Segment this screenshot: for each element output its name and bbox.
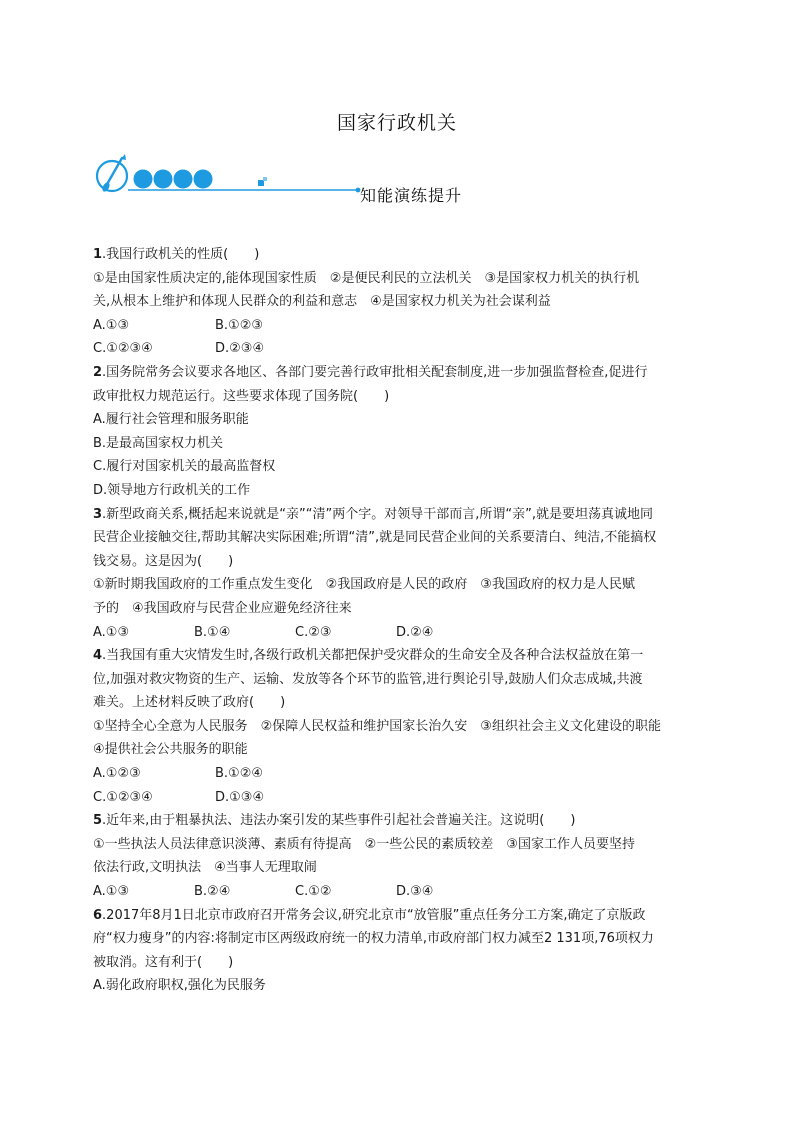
option-d[interactable]: D.①③④ xyxy=(215,789,265,805)
question-text-line: 民营企业接触交往,帮助其解决实际困难;所谓“清”,就是同民营企业间的关系要清白、纯洁,不能搞权 xyxy=(93,530,657,546)
question-5 xyxy=(93,809,693,903)
option-a[interactable]: A.①②③ xyxy=(93,766,141,782)
question-number: 6 xyxy=(93,907,103,923)
options-row xyxy=(93,762,693,786)
question-1 xyxy=(93,243,693,361)
question-text-line: ①新时期我国政府的工作重点发生变化 ②我国政府是人民的政府 ③我国政府的权力是人民赋 xyxy=(93,577,635,593)
question-text-line: ①坚持全心全意为人民服务 ②保障人民权益和维护国家长治久安 ③组织社会主义文化建设的职能 xyxy=(93,718,661,734)
options-row xyxy=(93,314,693,338)
option-a[interactable]: A.①③ xyxy=(93,884,130,900)
question-number: 5 xyxy=(93,813,103,829)
options-row xyxy=(93,621,693,645)
brush-icon xyxy=(97,154,127,193)
option-c[interactable]: C.①②③④ xyxy=(93,341,153,357)
option-d[interactable]: D.领导地方行政机关的工作 xyxy=(93,482,251,498)
option-b[interactable]: B.①②③ xyxy=(215,317,264,333)
question-text-line: 被取消。这有利于( ) xyxy=(93,954,234,970)
option-a[interactable]: A.弱化政府职权,强化为民服务 xyxy=(93,978,266,994)
question-text-line: ①是由国家性质决定的,能体现国家性质 ②是便民利民的立法机关 ③是国家权力机关的执行机 xyxy=(93,270,640,286)
options-row xyxy=(93,786,693,810)
section-label: 知能演练提升 xyxy=(360,186,463,205)
question-stem: .当我国有重大灾情发生时,各级行政机关都把保护受灾群众的生命安全及各种合法权益放在第一 xyxy=(102,648,644,664)
question-text-line: 钱交易。这是因为( ) xyxy=(93,553,234,569)
question-3 xyxy=(93,503,693,645)
page-title: 国家行政机关 xyxy=(336,112,457,134)
option-d[interactable]: D.②③④ xyxy=(215,341,265,357)
question-number: 1 xyxy=(93,247,103,262)
option-b[interactable]: B.①②④ xyxy=(215,766,264,782)
option-a[interactable]: A.①③ xyxy=(93,624,130,640)
option-d[interactable]: D.②④ xyxy=(396,624,434,640)
question-text-line: ①一些执法人员法律意识淡薄、素质有待提高 ②一些公民的素质较差 ③国家工作人员要坚持 xyxy=(93,836,635,852)
question-stem: .新型政商关系,概括起来说就是“亲”“清”两个字。对领导干部而言,所谓“亲”,就是要坦荡真诚地同 xyxy=(102,506,653,522)
question-number: 4 xyxy=(93,648,103,664)
question-2 xyxy=(93,361,693,503)
question-number: 2 xyxy=(93,364,103,380)
options-row xyxy=(93,337,693,361)
question-4 xyxy=(93,644,693,809)
question-text-line: 关,从根本上维护和体现人民群众的利益和意志 ④是国家权力机关为社会谋利益 xyxy=(93,294,551,310)
question-text-line: 予的 ④我国政府与民营企业应避免经济往来 xyxy=(93,600,352,616)
option-b[interactable]: B.②④ xyxy=(194,884,231,900)
question-text-line: ④提供社会公共服务的职能 xyxy=(93,742,248,758)
question-stem: .国务院常务会议要求各地区、各部门要完善行政审批相关配套制度,进一步加强监督检查,促进行 xyxy=(102,364,648,380)
question-stem: .我国行政机关的性质( ) xyxy=(102,247,260,262)
option-a[interactable]: A.履行社会管理和服务职能 xyxy=(93,412,249,428)
option-c[interactable]: C.②③ xyxy=(295,624,332,640)
question-number: 3 xyxy=(93,506,103,522)
decorative-dots xyxy=(134,170,213,189)
question-text-line: 位,加强对救灾物资的生产、运输、发放等各个环节的监管,进行舆论引导,鼓励人们众志成城,共渡 xyxy=(93,671,643,687)
option-b[interactable]: B.是最高国家权力机关 xyxy=(93,435,224,451)
question-text-line: 府“权力瘦身”的内容:将制定市区两级政府统一的权力清单,市政府部门权力减至2 131项,76项权力 xyxy=(93,931,654,947)
options-row xyxy=(93,880,693,904)
option-b[interactable]: B.①④ xyxy=(194,624,231,640)
question-text-line: 依法行政,文明执法 ④当事人无理取闹 xyxy=(93,860,317,876)
question-stem: .2017年8月1日北京市政府召开常务会议,研究北京市“放管服”重点任务分工方案,确定了京版政 xyxy=(102,907,646,923)
option-c[interactable]: C.①② xyxy=(295,884,332,900)
question-text-line: 难关。上述材料反映了政府( ) xyxy=(93,695,286,711)
option-c[interactable]: C.履行对国家机关的最高监督权 xyxy=(93,459,276,475)
question-6 xyxy=(93,904,693,998)
question-text-line: 政审批权力规范运行。这些要求体现了国务院( ) xyxy=(93,388,390,404)
question-stem: .近年来,由于粗暴执法、违法办案引发的某些事件引起社会普遍关注。这说明( ) xyxy=(102,813,576,829)
option-c[interactable]: C.①②③④ xyxy=(93,789,153,805)
option-d[interactable]: D.③④ xyxy=(396,884,434,900)
option-a[interactable]: A.①③ xyxy=(93,317,130,333)
question-list xyxy=(93,243,693,998)
